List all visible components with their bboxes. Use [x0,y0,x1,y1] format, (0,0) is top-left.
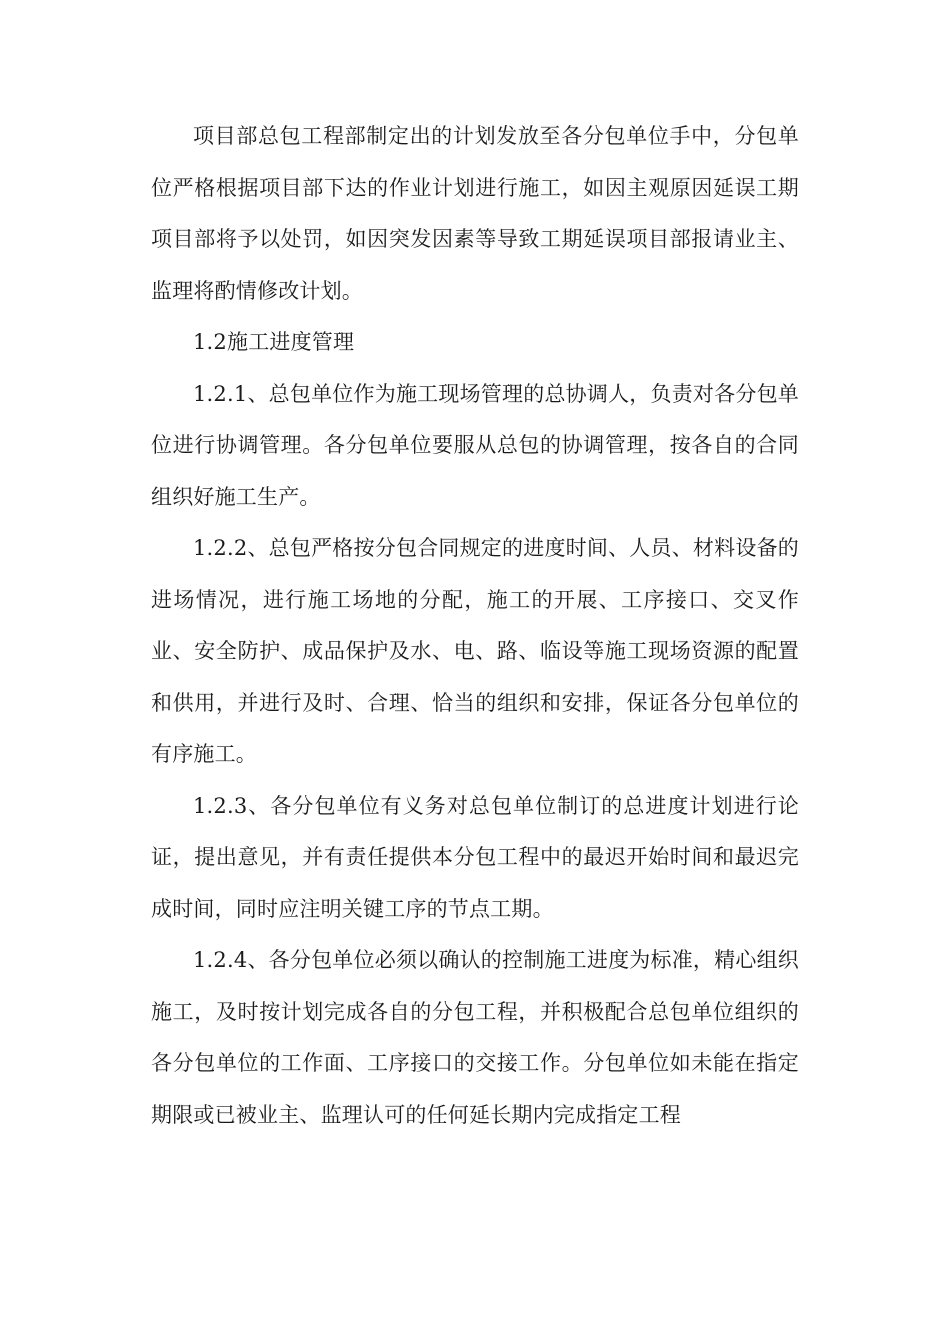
paragraph-1-2-2: 1.2.2、总包严格按分包合同规定的进度时间、人员、材料设备的进场情况，进行施工场地的分配，施工的开展、工序接口、交叉作业、安全防护、成品保护及水、电、路、临设等施工现场资源的配置和供用，并进行及时、合理、恰当的组织和安排，保证各分包单位的有序施工。 [151,536,799,766]
paragraph-plan-distribution: 项目部总包工程部制定出的计划发放至各分包单位手中，分包单位严格根据项目部下达的作业计划进行施工，如因主观原因延误工期项目部将予以处罚，如因突发因素等导致工期延误项目部报请业主、监理将酌情修改计划。 [151,124,799,303]
paragraph-1-2-1: 1.2.1、总包单位作为施工现场管理的总协调人，负责对各分包单位进行协调管理。各分包单位要服从总包的协调管理，按各自的合同组织好施工生产。 [151,381,799,509]
paragraph-1-2-4: 1.2.4、各分包单位必须以确认的控制施工进度为标准，精心组织施工，及时按计划完成各自的分包工程，并积极配合总包单位组织的各分包单位的工作面、工序接口的交接工作。分包单位如未能在指定期限或已被业主、监理认可的任何延长期内完成指定工程 [151,948,799,1127]
section-heading-progress-management: 1.2施工进度管理 [193,330,355,354]
paragraph-1-2-3: 1.2.3、各分包单位有义务对总包单位制订的总进度计划进行论证，提出意见，并有责任提供本分包工程中的最迟开始时间和最迟完成时间，同时应注明关键工序的节点工期。 [151,793,799,921]
document-body [151,111,799,1141]
